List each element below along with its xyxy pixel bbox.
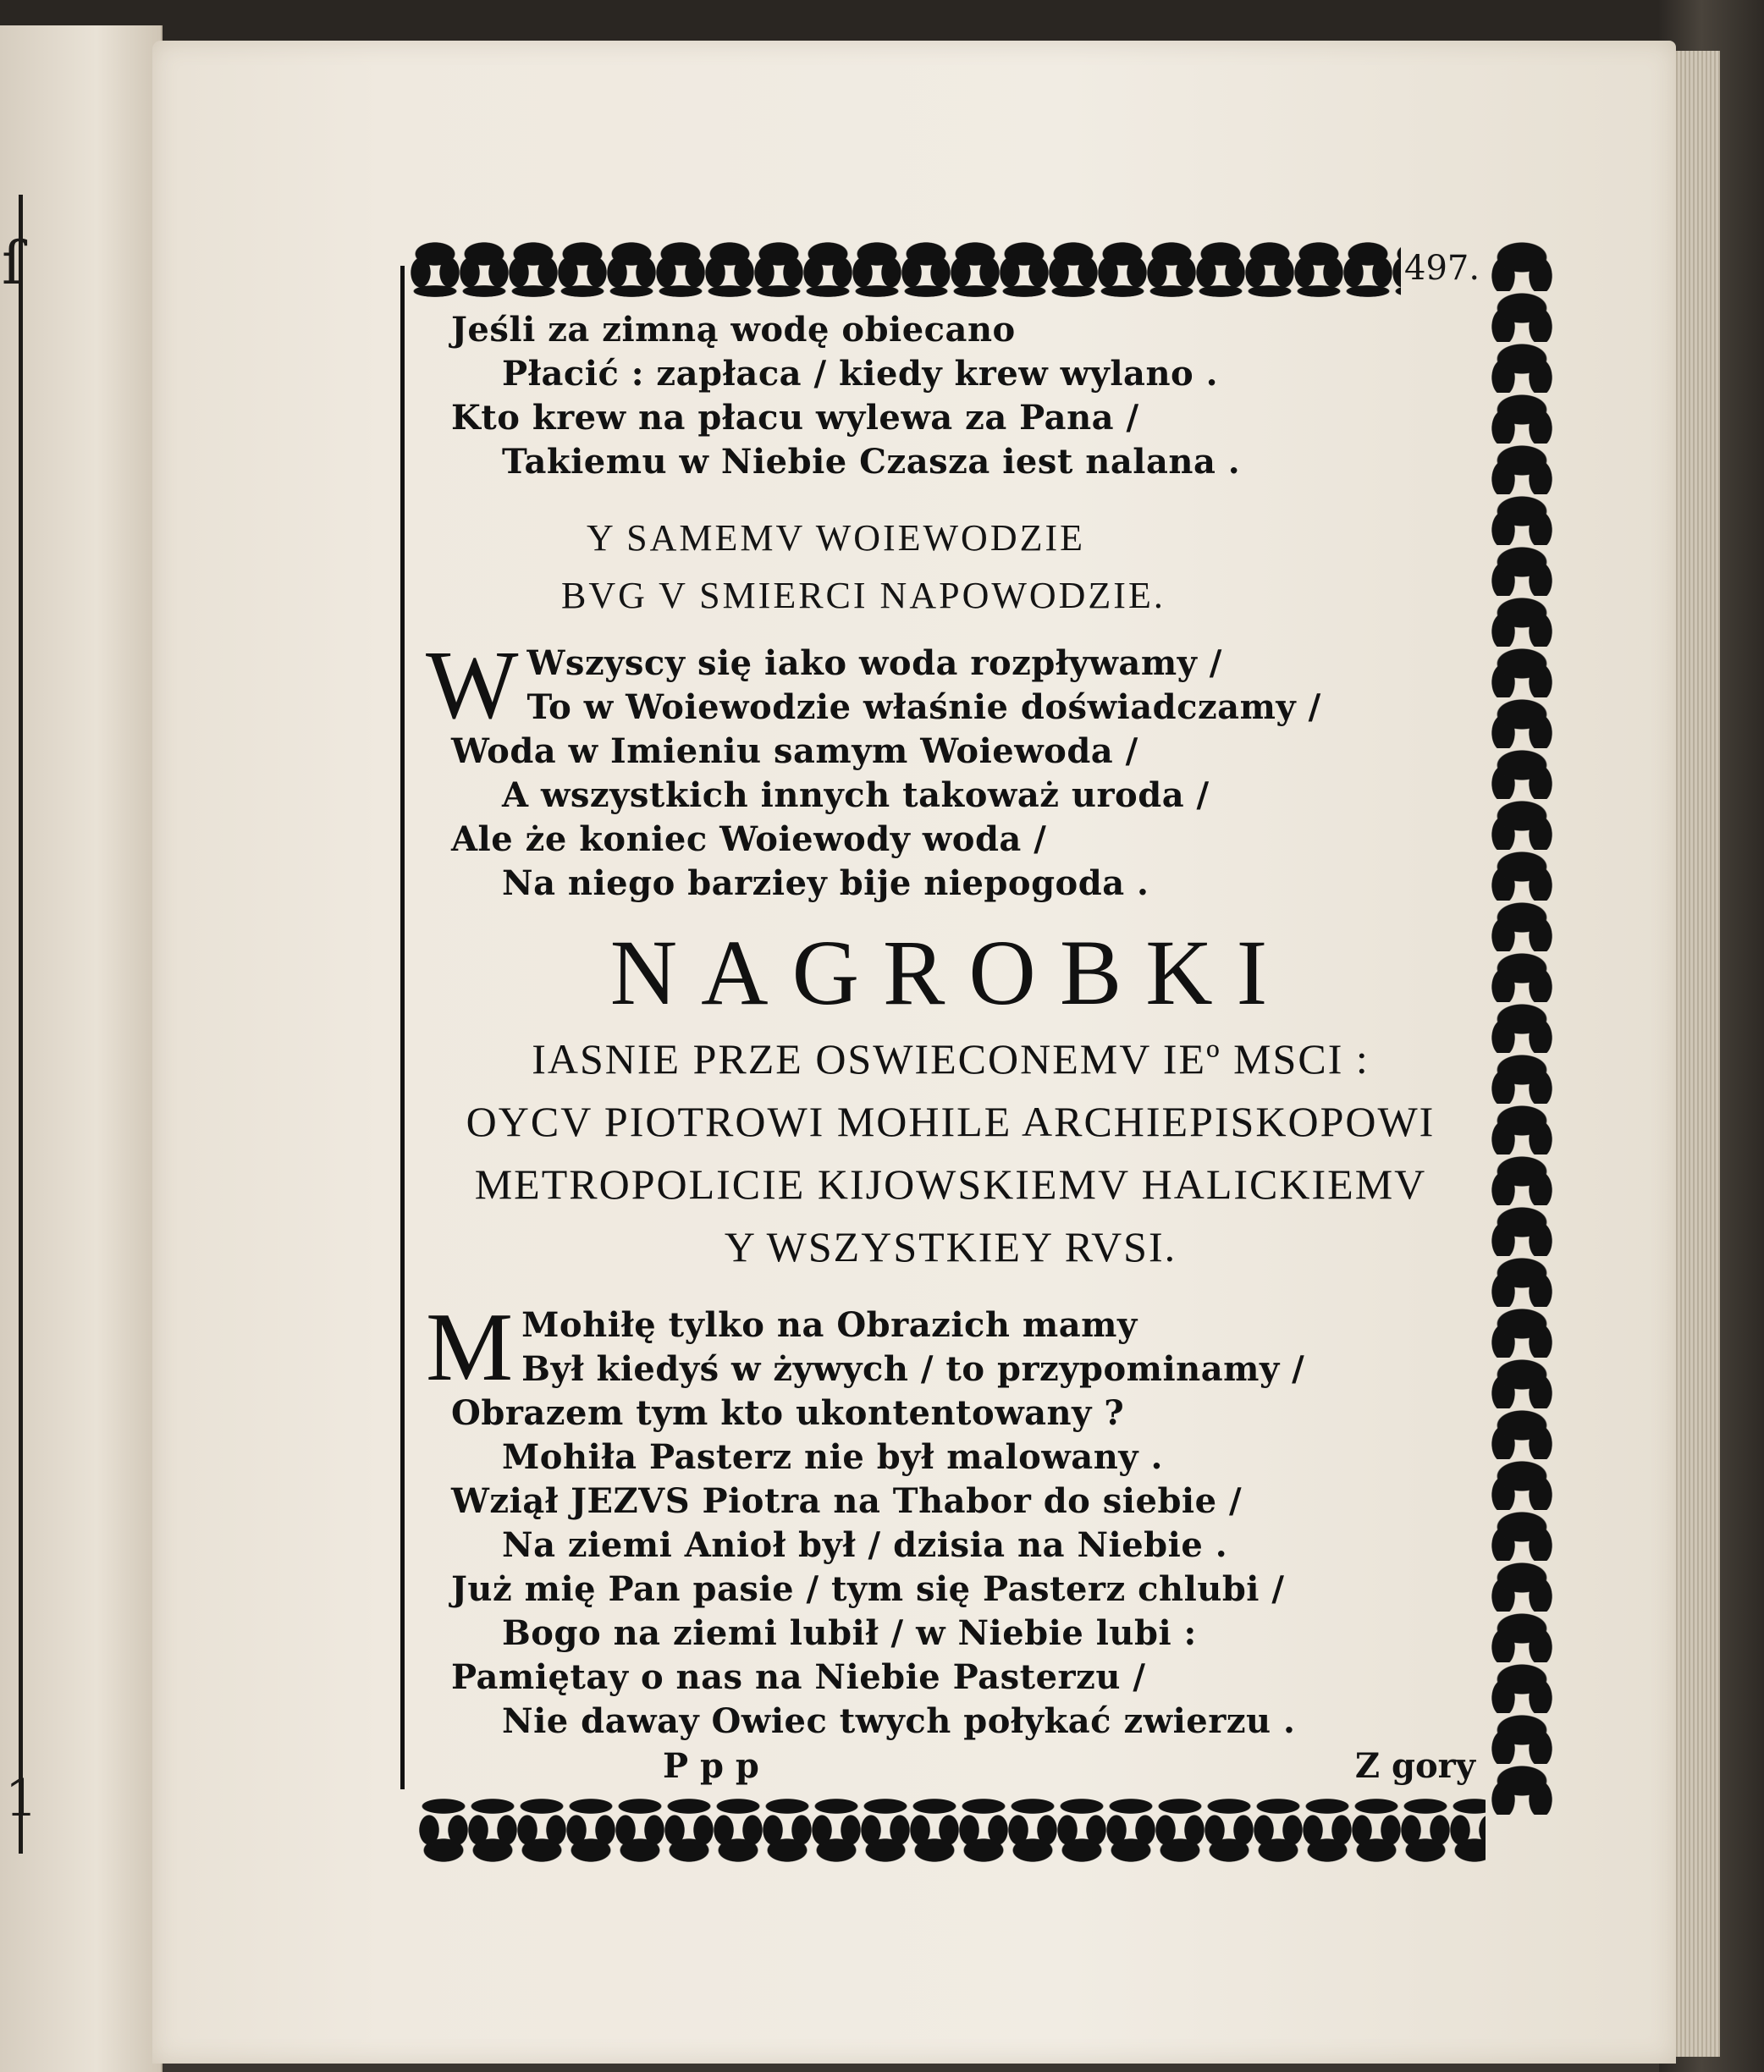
verse-line: Woda w Imieniu samym Woiewoda / <box>451 731 1138 771</box>
ornament-border-right <box>1488 240 1556 1815</box>
ornament-border-bottom <box>419 1798 1486 1865</box>
left-page-glyph: ſ <box>2 229 24 298</box>
page-text <box>426 308 1475 1789</box>
drop-capital: W <box>426 631 519 740</box>
page-number: 497. <box>1404 249 1480 288</box>
stanza-2 <box>426 631 1475 906</box>
verse-line: Wszyscy się iako woda rozpływamy / <box>526 643 1222 683</box>
drop-capital: M <box>426 1293 514 1402</box>
verse-line: Na ziemi Anioł był / dzisia na Niebie . <box>502 1525 1228 1565</box>
left-page-edge <box>0 25 163 2072</box>
verse-line: A wszystkich innych takoważ uroda / <box>502 775 1210 815</box>
verse-line: Był kiedyś w żywych / to przypominamy / <box>521 1349 1305 1389</box>
verse-line: Na niego barziey bije niepogoda . <box>502 863 1149 903</box>
verse-line: Jeśli za zimną wodę obiecano <box>451 310 1016 350</box>
signature-mark: P p p <box>663 1746 759 1786</box>
verse-line: Takiemu w Niebie Czasza iest nalana . <box>502 442 1241 482</box>
page-footer <box>426 1744 1475 1789</box>
ornament-border-top <box>411 240 1401 300</box>
section-heading-line: BVG V SMIERCI NAPOWODZIE. <box>561 575 1166 616</box>
stanza-1 <box>426 308 1475 484</box>
section-heading-line: Y SAMEMV WOIEWODZIE <box>587 517 1086 559</box>
verse-line: Wziął JEZVS Piotra na Thabor do siebie / <box>451 1481 1243 1521</box>
right-page <box>152 41 1676 2064</box>
ornamental-frame <box>400 240 1563 1850</box>
verse-line: To w Woiewodzie właśnie doświadczamy / <box>526 687 1321 727</box>
verse-line: Mohiła Pasterz nie był malowany . <box>502 1437 1163 1477</box>
verse-line: Obrazem tym kto ukontentowany ? <box>451 1393 1125 1433</box>
left-page-rule <box>19 195 23 1854</box>
verse-line: Płacić : zapłaca / kiedy krew wylano . <box>502 354 1219 394</box>
left-page-glyph-bottom: 1 <box>5 1769 38 1828</box>
subtitle-line: OYCV PIOTROWI MOHILE ARCHIEPISKOPOWI <box>466 1098 1436 1145</box>
verse-line: Pamiętay o nas na Niebie Pasterzu / <box>451 1657 1146 1697</box>
catchword: Z gory <box>1354 1746 1475 1786</box>
page-title: NAGROBKI <box>609 921 1292 1024</box>
verse-line: Kto krew na płacu wylewa za Pana / <box>451 398 1139 438</box>
frame-rule-left <box>400 266 405 1789</box>
verse-line: Mohiłę tylko na Obrazich mamy <box>521 1305 1138 1345</box>
verse-line: Nie daway Owiec twych połykać zwierzu . <box>502 1701 1296 1741</box>
subtitle-line: METROPOLICIE KIJOWSKIEMV HALICKIEMV <box>474 1160 1427 1208</box>
stanza-3 <box>426 1293 1475 1744</box>
verse-line: Już mię Pan pasie / tym się Pasterz chlubi / <box>451 1569 1285 1609</box>
subtitle-line: IASNIE PRZE OSWIECONEMV IEº MSCI : <box>532 1035 1370 1083</box>
verse-line: Bogo na ziemi lubił / w Niebie lubi : <box>502 1613 1197 1653</box>
subtitle-line: Y WSZYSTKIEY RVSI. <box>724 1223 1177 1270</box>
verse-line: Ale że koniec Woiewody woda / <box>451 819 1047 859</box>
